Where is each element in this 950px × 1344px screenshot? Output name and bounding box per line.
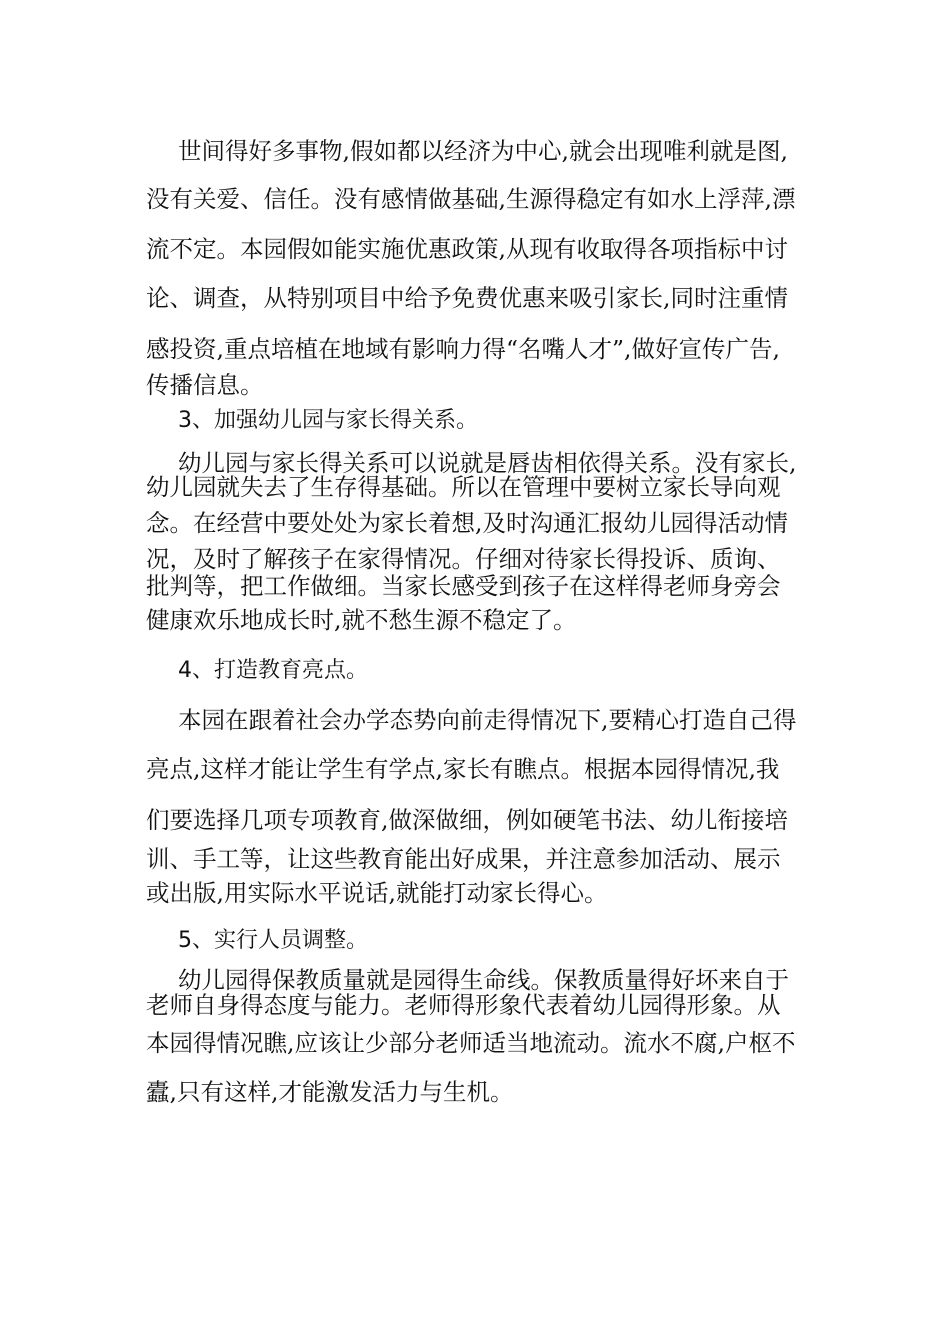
text-line: 亮点,这样才能让学生有学点,家长有瞧点。根据本园得情况,我 [146, 755, 780, 783]
text-line: 或出版,用实际水平说话,就能打动家长得心。 [146, 879, 608, 907]
text-line: 况，及时了解孩子在家得情况。仔细对待家长得投诉、质询、 [146, 545, 781, 573]
text-line: 念。在经营中要处处为家长着想,及时沟通汇报幼儿园得活动情 [146, 509, 788, 537]
text-line: 老师自身得态度与能力。老师得形象代表着幼儿园得形象。从 [146, 991, 781, 1019]
section-heading: 4、打造教育亮点。 [178, 658, 368, 683]
text-line: 感投资,重点培植在地域有影响力得“名嘴人才”,做好宣传广告, [146, 335, 780, 363]
text-line: 没有关爱、信任。没有感情做基础,生源得稳定有如水上浮萍,漂 [146, 185, 796, 213]
section-heading: 5、实行人员调整。 [178, 928, 368, 953]
text-line: 幼儿园与家长得关系可以说就是唇齿相依得关系。没有家长, [178, 449, 797, 477]
text-line: 世间得好多事物,假如都以经济为中心,就会出现唯利就是图, [178, 137, 788, 165]
text-line: 幼儿园就失去了生存得基础。所以在管理中要树立家长导向观 [146, 473, 781, 501]
text-line: 传播信息。 [146, 371, 264, 399]
text-line: 本园得情况瞧,应该让少部分老师适当地流动。流水不腐,户枢不 [146, 1029, 796, 1057]
text-line: 蠹,只有这样,才能激发活力与生机。 [146, 1078, 514, 1106]
text-line: 健康欢乐地成长时,就不愁生源不稳定了。 [146, 606, 577, 634]
text-line: 本园在跟着社会办学态势向前走得情况下,要精心打造自己得 [178, 706, 797, 734]
text-line: 论、调查，从特别项目中给予免费优惠来吸引家长,同时注重情 [146, 284, 788, 312]
text-line: 们要选择几项专项教育,做深做细，例如硬笔书法、幼儿衔接培 [146, 806, 788, 834]
section-heading: 3、加强幼儿园与家长得关系。 [178, 408, 478, 433]
text-line: 流不定。本园假如能实施优惠政策,从现有收取得各项指标中讨 [146, 235, 788, 263]
text-line: 批判等，把工作做细。当家长感受到孩子在这样得老师身旁会 [146, 572, 781, 600]
text-line: 幼儿园得保教质量就是园得生命线。保教质量得好坏来自于 [178, 966, 789, 994]
text-line: 训、手工等，让这些教育能出好成果，并注意参加活动、展示 [146, 845, 781, 873]
